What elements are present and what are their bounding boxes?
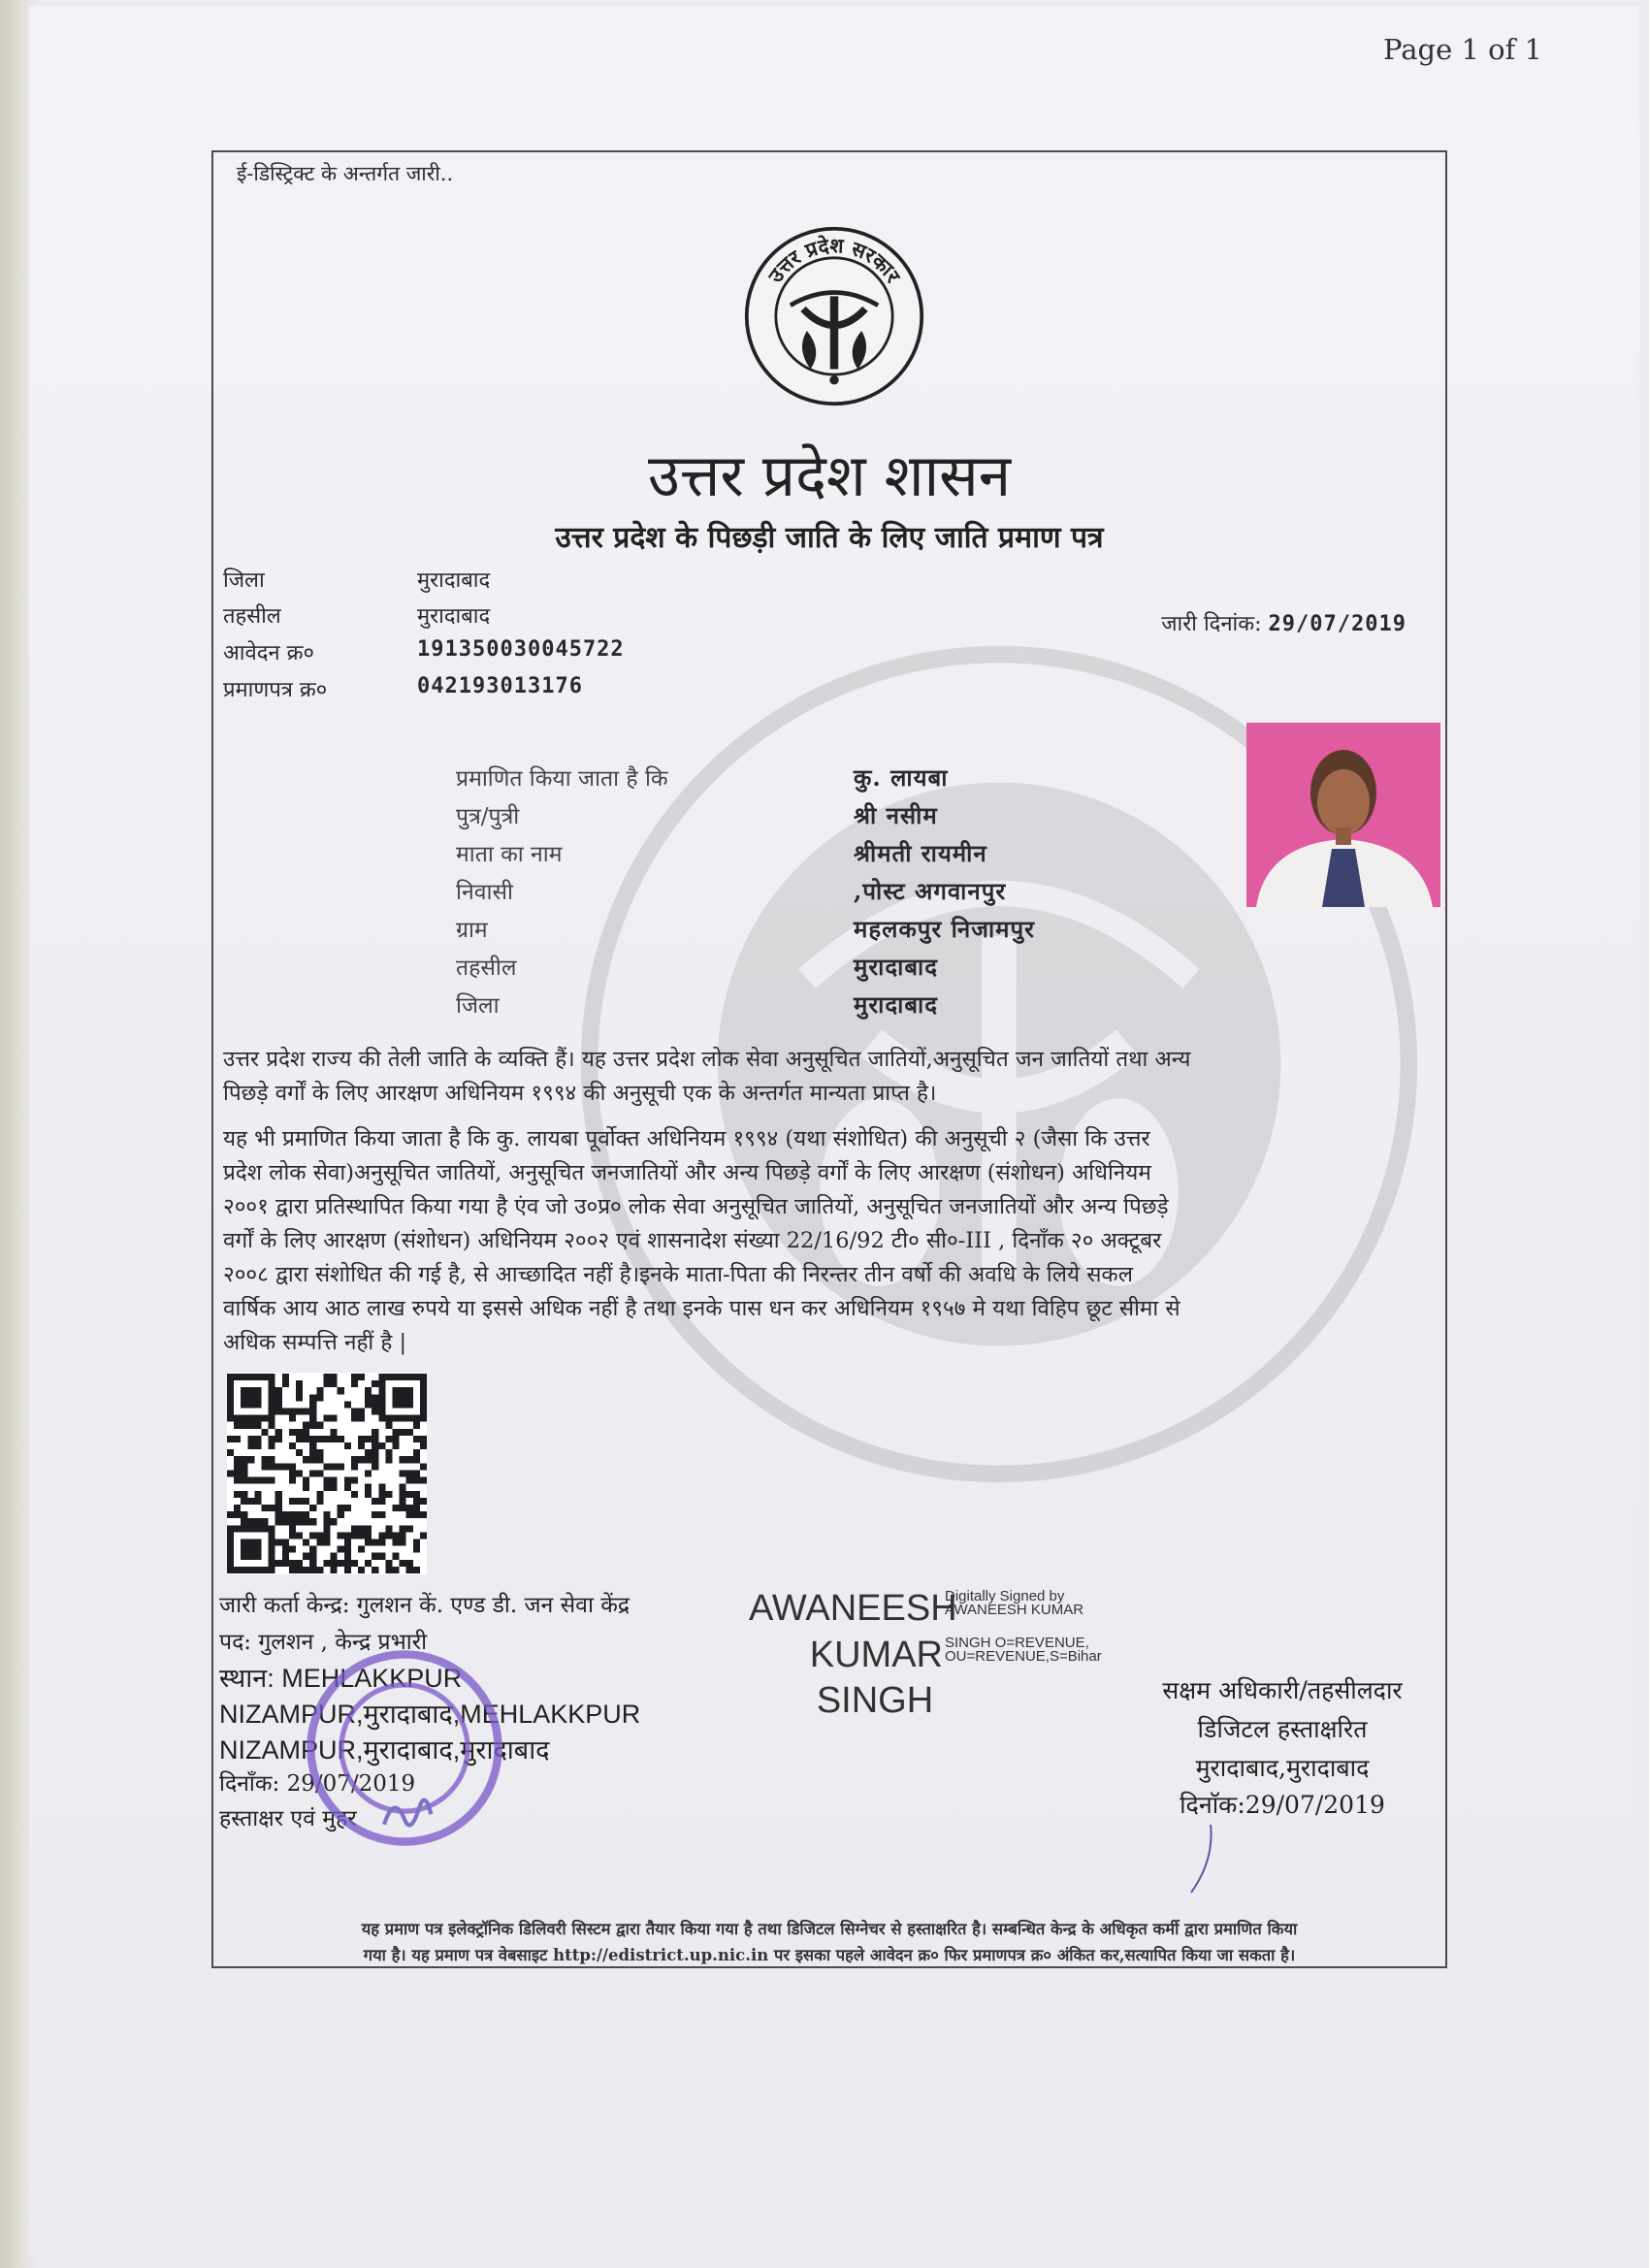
officer-digitally-signed: डिजिटल हस्ताक्षरित xyxy=(1197,1715,1368,1743)
caste-statement-line: पिछड़े वर्गों के लिए आरक्षण अधिनियम १९९४ की अनुसूची एक के अन्तर्गत मान्यता प्राप्त है। xyxy=(223,1081,937,1106)
detail-label-village: ग्राम xyxy=(456,918,488,943)
issue-date-value: 29/07/2019 xyxy=(1268,612,1406,636)
digital-signature-org xyxy=(945,1636,1102,1664)
issue-date-label: जारी दिनांक: xyxy=(1161,612,1262,636)
meta-value-tehsil: मुरादाबाद xyxy=(417,604,491,629)
issuer-center: जारी कर्ता केन्द्र: गुलशन कें. एण्ड डी. जन सेवा केंद्र xyxy=(219,1593,630,1618)
certificate-title: उत्तर प्रदेश शासन xyxy=(647,442,1012,510)
meta-value-application-no: 191350030045722 xyxy=(417,637,625,662)
meta-label-district: जिला xyxy=(223,568,265,593)
detail-label-mother: माता का नाम xyxy=(456,842,563,867)
certificate-subtitle: उत्तर प्रदेश के पिछड़ी जाति के लिए जाति प्रमाण पत्र xyxy=(555,521,1104,555)
pen-stroke-icon xyxy=(1183,1821,1222,1898)
creamy-layer-line: अधिक सम्पत्ति नहीं है | xyxy=(223,1330,407,1355)
caste-statement-line: उत्तर प्रदेश राज्य की तेली जाति के व्यक्ति हैं। यह उत्तर प्रदेश लोक सेवा अनुसूचित जातियों,अनुसूचित जन जातियों तथा अन्य xyxy=(223,1047,1191,1072)
detail-value-district: मुरादाबाद xyxy=(854,990,939,1019)
signature-note-line: SINGH O=REVENUE, xyxy=(945,1635,1089,1651)
meta-label-tehsil: तहसील xyxy=(223,604,281,629)
detail-value-name: कु. लायबा xyxy=(854,763,949,792)
certificate-footer-note xyxy=(213,1916,1445,1968)
issuer-post: पद: गुलशन , केन्द्र प्रभारी xyxy=(219,1630,428,1655)
issuer-signature-seal-label: हस्ताक्षर एवं मुहर xyxy=(219,1806,357,1831)
meta-label-application-no: आवेदन क्र० xyxy=(223,641,314,665)
portrait-icon xyxy=(1246,723,1440,907)
issuer-date: दिनाँक: 29/07/2019 xyxy=(219,1771,416,1797)
detail-label-district: जिला xyxy=(456,993,500,1019)
meta-value-district: मुरादाबाद xyxy=(417,568,491,593)
detail-label-resident: निवासी xyxy=(456,880,513,905)
signature-name xyxy=(749,1588,957,1630)
meta-label-certificate-no: प्रमाणपत्र क्र० xyxy=(223,678,328,702)
signature-name-line: AWANEESH xyxy=(749,1588,957,1629)
creamy-layer-line: वार्षिक आय आठ लाख रुपये या इससे अधिक नहीं है तथा इनके पास धन कर अधिनियम १९५७ मे यथा विहिप छूट सीमा से xyxy=(223,1296,1180,1321)
detail-label-parent: पुत्र/पुत्री xyxy=(456,804,520,829)
creamy-layer-line: २००१ द्वारा प्रतिस्थापित किया गया है एंव जो उ०प्र० लोक सेवा अनुसूचित जातियों, अनुसूचित जनजातियों और अन्य पिछड़े xyxy=(223,1194,1169,1219)
signature-note-line: AWANEESH KUMAR xyxy=(945,1602,1084,1618)
creamy-layer-line: प्रदेश लोक सेवा)अनुसूचित जातियों, अनुसूचित जनजातियों और अन्य पिछड़े वर्गों के लिए आरक्षण (संशोधन) अधिनियम xyxy=(223,1160,1151,1185)
svg-text:उत्तर प्रदेश सरकार: उत्तर प्रदेश सरकार xyxy=(763,234,905,287)
creamy-layer-line: वर्गों के लिए आरक्षण (संशोधन) अधिनियम २००२ एवं शासनादेश संख्या 22/16/92 टी० सी०-III , दिनाँक २० अक्टूबर xyxy=(223,1228,1162,1253)
officer-location: मुरादाबाद,मुरादाबाद xyxy=(1195,1754,1370,1782)
creamy-layer-line: २००८ द्वारा संशोधित की गई है, से आच्छादित नहीं है।इनके माता-पिता की निरन्तर तीन वर्षो की अवधि के लिये सकल xyxy=(223,1262,1133,1287)
signature-note-line: OU=REVENUE,S=Bihar xyxy=(945,1648,1102,1665)
detail-value-post: ,पोस्ट अगवानपुर xyxy=(854,877,1007,905)
page-number: Page 1 of 1 xyxy=(1383,33,1542,66)
officer-date: दिनाॅक:29/07/2019 xyxy=(1180,1791,1385,1819)
signature-name-block xyxy=(749,1635,943,1676)
digital-signature-note xyxy=(945,1590,1083,1617)
footer-line: यह प्रमाण पत्र इलेक्ट्रॉनिक डिलिवरी सिस्टम द्वारा तैयार किया गया है तथा डिजिटल सिग्नेचर से हस्ताक्षरित है। सम्बन्धित केन्द्र के अधिकृत कर्मी द्वारा प्रमाणित किया xyxy=(361,1920,1298,1938)
creamy-layer-line: यह भी प्रमाणित किया जाता है कि कु. लायबा पूर्वोक्त अधिनियम १९९४ (यथा संशोधित) की अनुसूची २ (जैसा कि उत्तर xyxy=(223,1126,1150,1151)
detail-value-mother: श्रीमती रायमीन xyxy=(854,839,987,867)
applicant-photo xyxy=(1246,723,1440,907)
caste-statement-paragraph xyxy=(223,1043,1431,1111)
detail-value-father: श्री नसीम xyxy=(854,801,938,829)
detail-value-village: महलकपुर निजामपुर xyxy=(854,915,1035,943)
issuer-address-line: NIZAMPUR,मुरादाबाद,MEHLAKKPUR xyxy=(219,1700,641,1729)
meta-value-certificate-no: 042193013176 xyxy=(417,674,583,698)
detail-label-certified: प्रमाणित किया जाता है कि xyxy=(456,766,668,792)
issuer-seal-stamp-icon xyxy=(303,1646,506,1850)
signature-note-line: Digitally Signed by xyxy=(945,1588,1065,1604)
issuer-address-line: NIZAMPUR,मुरादाबाद,मुरादाबाद xyxy=(219,1735,550,1765)
creamy-layer-paragraph xyxy=(223,1122,1431,1360)
signature-name-line: SINGH xyxy=(816,1680,934,1721)
up-government-emblem-icon xyxy=(743,224,925,408)
issuer-place: स्थान: MEHLAKKPUR xyxy=(219,1664,463,1693)
issued-under-edistrict-note: ई-डिस्ट्रिक्ट के अन्तर्गत जारी.. xyxy=(237,162,454,185)
detail-label-tehsil: तहसील xyxy=(456,956,517,981)
officer-designation: सक्षम अधिकारी/तहसीलदार xyxy=(1162,1676,1403,1704)
signature-name-block xyxy=(807,1680,943,1722)
signature-name-line: KUMAR xyxy=(809,1635,943,1675)
footer-line: गया है। यह प्रमाण पत्र वेबसाइट http://edistrict.up.nic.in पर इसका पहले आवेदन क्र० फिर प्रमाणपत्र क्र० अंकित कर,सत्यापित किया जा सकता है। xyxy=(363,1946,1296,1964)
detail-value-tehsil: मुरादाबाद xyxy=(854,953,939,981)
verification-qr-code xyxy=(227,1373,427,1574)
certificate-frame xyxy=(211,150,1447,1968)
issue-date xyxy=(1161,608,1406,637)
